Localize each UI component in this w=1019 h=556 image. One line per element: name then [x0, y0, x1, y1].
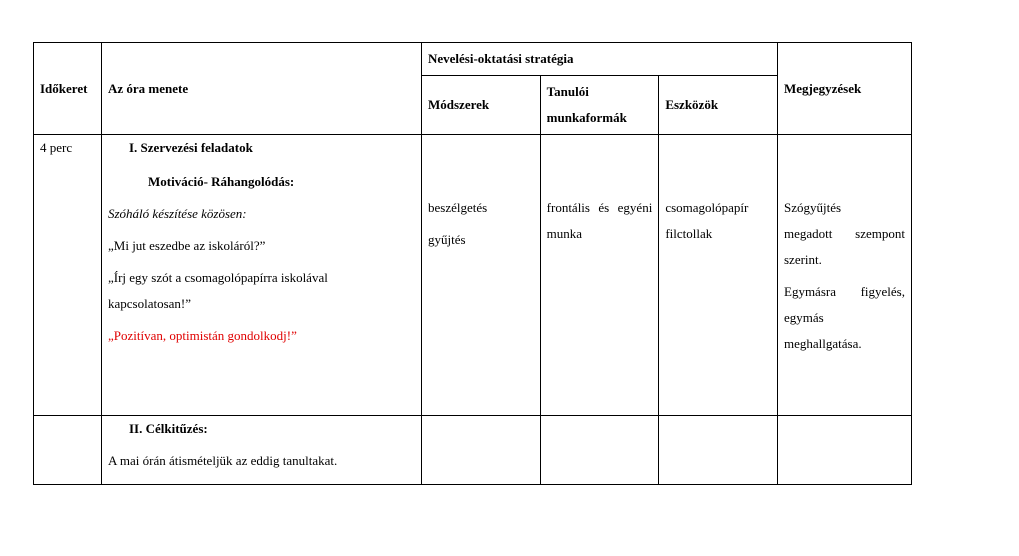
- row1-flow: [102, 135, 422, 416]
- header-work-forms-line1: Tanulói: [546, 84, 589, 99]
- row1-line-1: Szóháló készítése közösen:: [108, 206, 247, 221]
- row1-note-6: meghallgatása.: [784, 336, 862, 351]
- header-flow: Az óra menete: [102, 43, 422, 135]
- row1-note-1: Szógyűjtés: [784, 200, 842, 215]
- row1-work-form-1: frontális és egyéni: [546, 200, 653, 215]
- header-methods: Módszerek: [422, 76, 541, 135]
- row1-method-2: gyűjtés: [428, 232, 466, 247]
- row2-notes: [778, 416, 912, 485]
- row2-time: [34, 416, 102, 485]
- row1-line-4: kapcsolatosan!”: [108, 296, 192, 311]
- header-row-1: [34, 43, 912, 76]
- lesson-row-1: [34, 135, 912, 416]
- header-notes: Megjegyzések: [778, 43, 912, 135]
- row1-section-title: I. Szervezési feladatok: [129, 140, 253, 155]
- row1-note-4: Egymásra figyelés,: [784, 284, 905, 299]
- header-work-forms: [540, 76, 659, 135]
- header-strategy: Nevelési-oktatási stratégia: [422, 43, 778, 76]
- row2-line: A mai órán átismételjük az eddig tanultakat.: [108, 453, 338, 468]
- row1-work-forms: [540, 135, 659, 416]
- lesson-row-2: [34, 416, 912, 485]
- row1-tools: [659, 135, 778, 416]
- row1-tool-2: filctollak: [665, 226, 713, 241]
- header-tools: Eszközök: [659, 76, 778, 135]
- row1-line-3: „Írj egy szót a csomagolópapírra iskolával: [108, 270, 328, 285]
- row2-methods: [422, 416, 541, 485]
- row1-time: 4 perc: [34, 135, 102, 416]
- row1-tool-1: csomagolópapír: [665, 200, 749, 215]
- row1-line-2: „Mi jut eszedbe az iskoláról?”: [108, 238, 266, 253]
- row1-methods: [422, 135, 541, 416]
- row1-line-5: „Pozitívan, optimistán gondolkodj!”: [108, 328, 297, 343]
- row1-method-1: beszélgetés: [428, 200, 488, 215]
- lesson-plan-table: [33, 42, 912, 485]
- row1-note-5: egymás: [784, 310, 824, 325]
- header-time: Időkeret: [34, 43, 102, 135]
- row1-work-form-2: munka: [546, 226, 583, 241]
- row1-section-sub: Motiváció- Ráhangolódás:: [148, 174, 295, 189]
- header-work-forms-line2: munkaformák: [546, 110, 627, 125]
- row2-section-title: II. Célkitűzés:: [129, 421, 208, 436]
- row2-flow: [102, 416, 422, 485]
- row2-work-forms: [540, 416, 659, 485]
- row1-note-2: megadott szempont: [784, 226, 905, 241]
- row1-notes: [778, 135, 912, 416]
- row1-note-3: szerint.: [784, 252, 822, 267]
- row2-tools: [659, 416, 778, 485]
